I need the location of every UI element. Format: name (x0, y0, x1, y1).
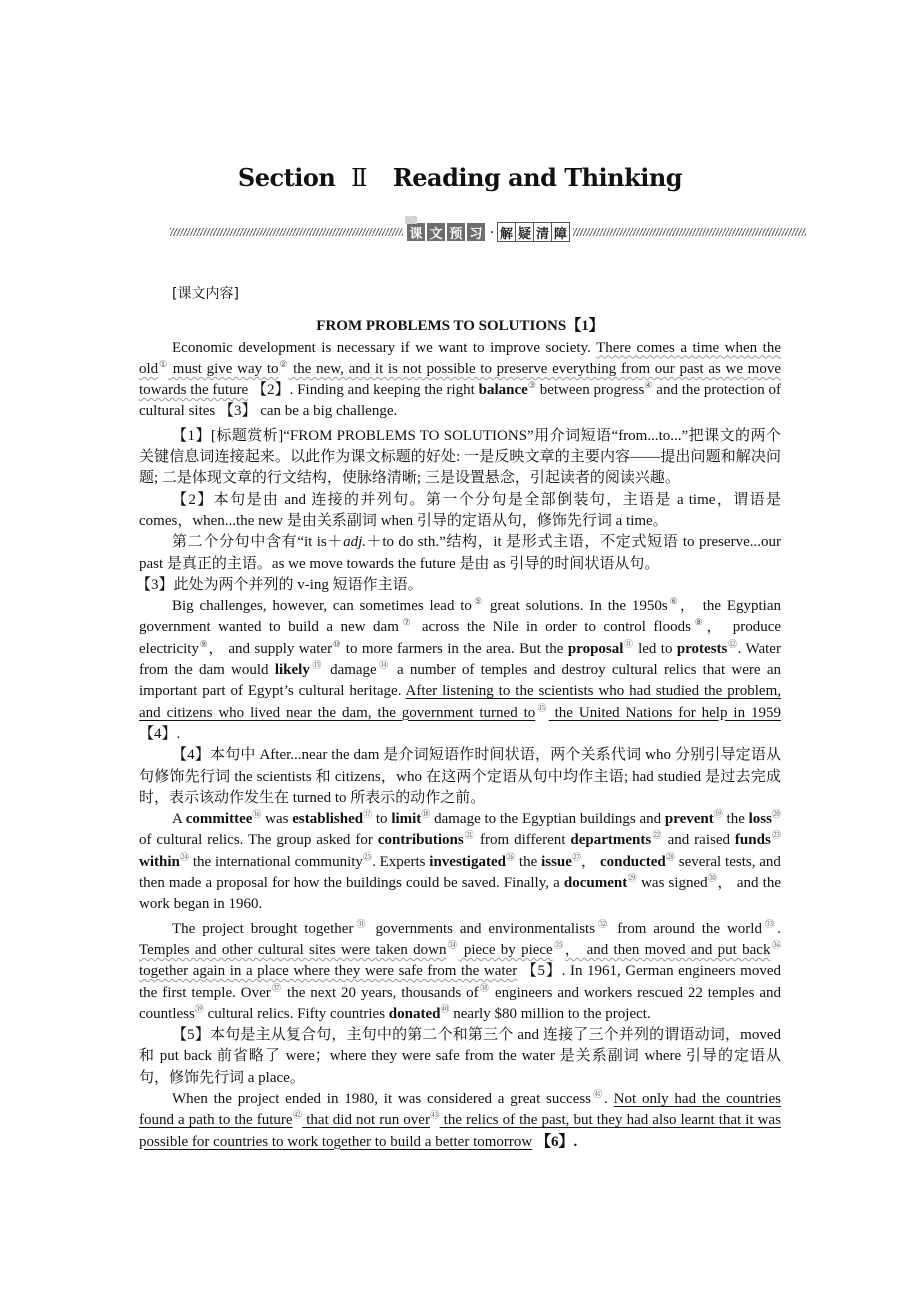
banner-char: 解 (497, 222, 516, 242)
title-roman-numeral: Ⅱ (351, 164, 367, 192)
note-4: 【4】本句中 After...near the dam 是介词短语作时间状语，两个关系代词 who 分别引导定语从句修饰先行词 the scientists 和 citizens，who 在这两个定语从句中均作主语; had studied 是过去完成时，表示该动作发生在 turned to 所表示的动作之前。 (139, 747, 781, 806)
passage-title: FROM PROBLEMS TO SOLUTIONS【1】 (316, 318, 604, 335)
note-3: 【3】此处为两个并列的 v-ing 短语作主语。 (136, 576, 423, 593)
note-2: 【2】本句是由 and 连接的并列句。第一个分句是全部倒装句，主语是 a time，谓语是 comes，when...the new 是由关系副词 when 引导的定语从句，修饰先行词 a time。 (139, 491, 781, 529)
paragraph-3: A committee⑯ was established⑰ to limit⑱ damage to the Egyptian buildings and prevent⑲ the loss⑳ of cultural relics. The group asked for contributions$^㉑$ from different departments$^㉒$ and raised funds$^㉓$ within$^㉔$ the international community$^㉕$. Experts investigated$^㉖$ the issue$^㉗$， conducted$^㉘$ several tests, and then made a proposal for how the buildings could be saved. Finally, a document$^㉙$ was signed$^㉚$， and the work began in 1960. (139, 809, 781, 913)
banner-char: 习 (467, 223, 485, 241)
corner-decoration-icon (405, 216, 417, 224)
hatch-divider-left (170, 228, 403, 236)
hatch-divider-right (573, 228, 806, 236)
banner-char: 疑 (515, 222, 534, 242)
banner-badges (407, 222, 569, 242)
note-1: 【1】[标题赏析]“FROM PROBLEMS TO SOLUTIONS”用介词短语“from...to...”把课文的两个关键信息词连接起来。以此作为课文标题的好处: 一是反映文章的主要内容——提出问题和解决问题; 二是体现文章的行文结构，使脉络清晰; 三是设置悬念，引起读者的阅读兴趣。 (139, 427, 781, 487)
document-body (136, 284, 782, 1153)
paragraph-5: When the project ended in 1980, it was considered a great success$^㊶$. Not only had the countries found a path to the future$^㊷$ that did not run over$^㊸$ the relics of the past, but they had also learnt that it was possible for countries to work together to build a better tomorrow 【6】. (139, 1088, 781, 1150)
section-banner (170, 221, 806, 243)
paragraph-2: Big challenges, however, can sometimes lead to⑤ great solutions. In the 1950s⑥， the Egyptian government wanted to build a new dam⑦ across the Nile in order to control floods⑧， produce electricity⑨， and supply water⑩ to more farmers in the area. But the proposal⑪ led to protests⑫. Water from the dam would likely⑬ damage⑭ a number of temples and destroy cultural relics that were an important part of Egypt’s cultural heritage. After listening to the scientists who had studied the problem, and citizens who lived near the dam, the government turned to⑮ the United Nations for help in 1959 【4】. (139, 596, 782, 742)
title-main: Reading and Thinking (392, 163, 683, 192)
paragraph-4: The project brought together$^㉛$ governments and environmentalists$^㉜$ from around the world$^㉝$. Temples and other cultural sites were taken down$^㉞$ piece by piece$^㉟$， and then moved and put back$^㊱$ together again in a place where they were safe from the water 【5】. In 1961, German engineers moved the first temple. Over$^㊲$ the next 20 years, thousands $of^㊳$ engineers and workers rescued 22 temples and countless$^㊴$ cultural relics. Fifty countries donated$^㊵$ nearly $80 million to the project. (139, 918, 782, 1022)
title-prefix: Section (237, 163, 336, 192)
banner-char: 清 (533, 222, 552, 242)
banner-char: 课 (407, 223, 425, 241)
banner-separator: · (490, 224, 495, 239)
note-5: 【5】本句是主从复合句，主句中的第二个和第三个 and 连接了三个并列的谓语动词，moved 和 put back 前省略了 were；where they were safe from the water 是关系副词 where 引导的定语从句，修饰先行词 a place。 (139, 1027, 781, 1086)
banner-char: 预 (447, 223, 465, 241)
paragraph-1: Economic development is necessary if we want to improve society. There comes a time when the old① must give way to② the new, and it is not possible to preserve everything from our past as we move towards the future 【2】. Finding and keeping the right balance③ between progress④ and the protection of cultural sites 【3】 can be a big challenge. (139, 339, 781, 420)
section-label: [课文内容] (172, 286, 239, 302)
banner-char: 障 (551, 222, 570, 242)
banner-char: 文 (427, 223, 445, 241)
note-2-continued: 第二个分句中含有“it is＋adj.＋to do sth.”结构，it 是形式主语，不定式短语 to preserve...our past 是真正的主语。as we move towards the future 是由 as 引导的时间状语从句。 (139, 534, 781, 572)
page-title (0, 163, 920, 192)
